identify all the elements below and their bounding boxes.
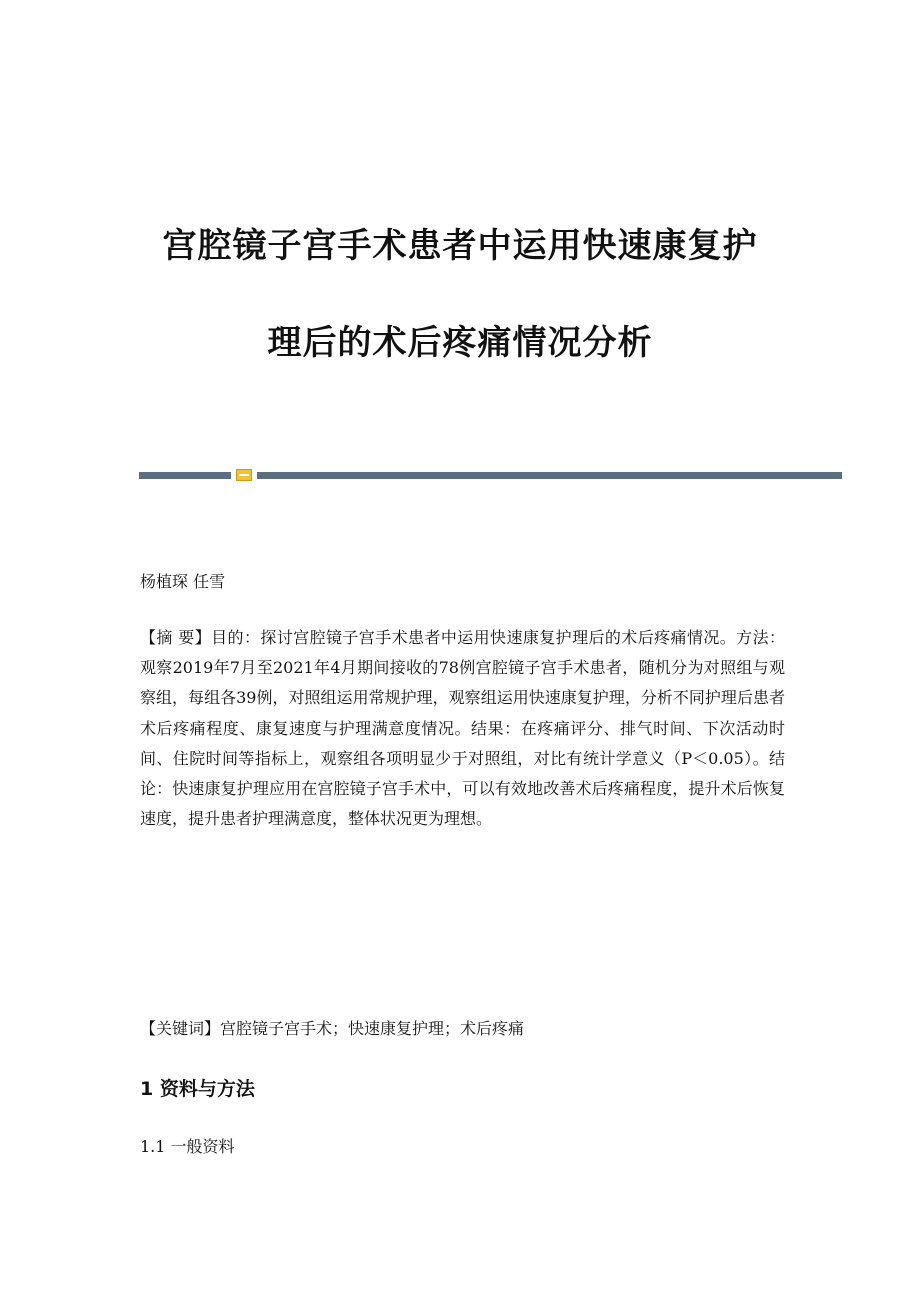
paper-title-line-1: 宫腔镜子宫手术患者中运用快速康复护 xyxy=(162,226,758,266)
abstract xyxy=(140,623,785,834)
title-divider xyxy=(139,469,842,479)
divider-ornament-icon xyxy=(236,469,252,481)
authors: 杨植琛 任雪 xyxy=(140,572,226,591)
abstract-text: 目的：探讨宫腔镜子宫手术患者中运用快速康复护理后的术后疼痛情况。方法：观察2019年7月至2021年4月期间接收的78例宫腔镜子宫手术患者，随机分为对照组与观察组，每组各39例，对照组运用常规护理，观察组运用快速康复护理，分析不同护理后患者术后疼痛程度、康复速度与护理满意度情况。结果：在疼痛评分、排气时间、下次活动时间、住院时间等指标上，观察组各项明显少于对照组，对比有统计学意义（P＜0.05）。结论：快速康复护理应用在宫腔镜子宫手术中，可以有效地改善术后疼痛程度，提升术后恢复速度，提升患者护理满意度，整体状况更为理想。 xyxy=(140,628,785,829)
keywords xyxy=(140,1016,524,1039)
divider-right-bar xyxy=(257,472,842,479)
paper-title-line-2: 理后的术后疼痛情况分析 xyxy=(267,323,653,363)
subsection-heading-1-1: 1.1 一般资料 xyxy=(140,1137,235,1156)
keywords-label: 【关键词】 xyxy=(140,1019,221,1038)
section-heading-1: 1 资料与方法 xyxy=(140,1078,255,1100)
abstract-label: 【摘 要】 xyxy=(140,628,212,647)
keywords-text: 宫腔镜子宫手术；快速康复护理；术后疼痛 xyxy=(220,1019,525,1038)
divider-left-bar xyxy=(139,472,231,479)
